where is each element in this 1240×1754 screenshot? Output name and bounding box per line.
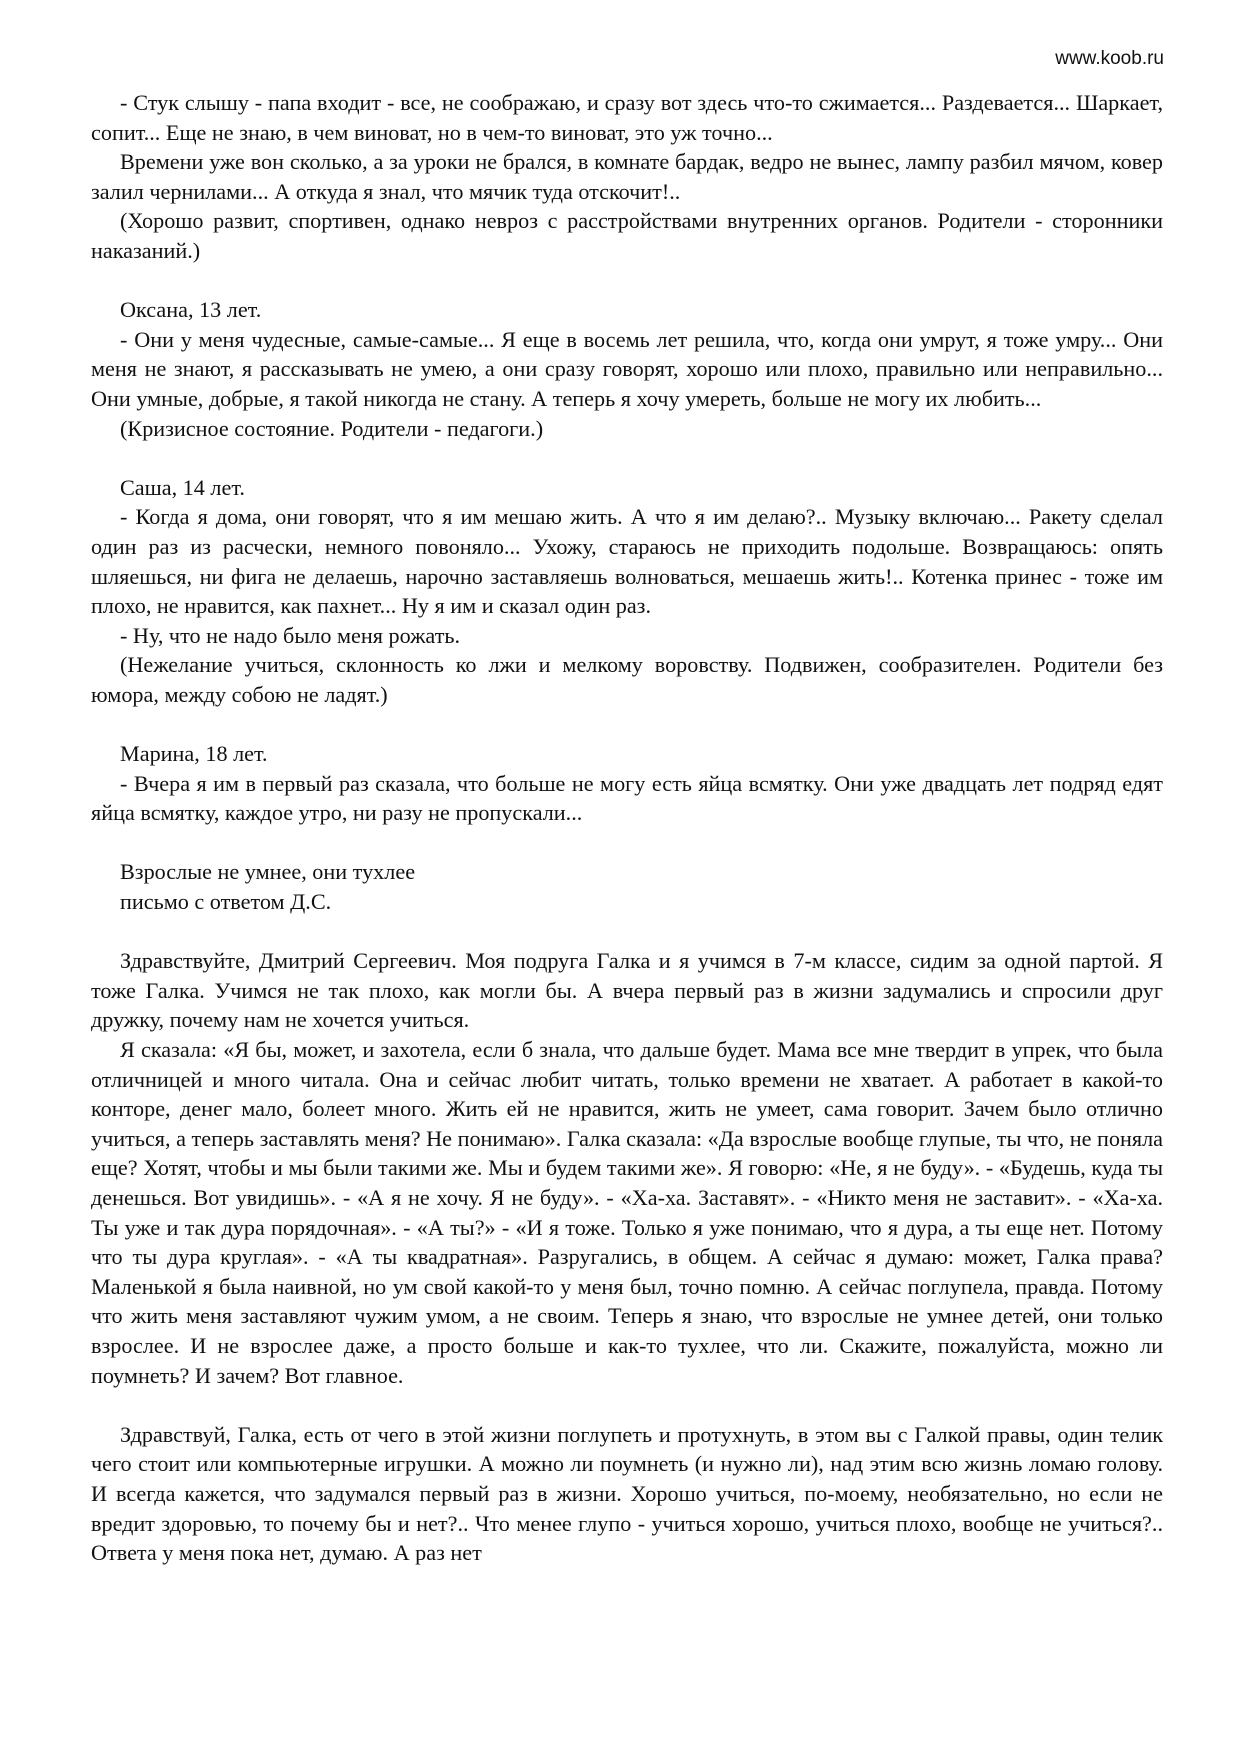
letter-paragraph: Здравствуйте, Дмитрий Сергеевич. Моя подруга Галка и я учимся в 7-м классе, сидим за одной партой. Я тоже Галка. Учимся не так плохо, как могли бы. А вчера первый раз в жизни задумались и спросили друг дружку, почему нам не хочется учиться.	[91, 948, 1163, 1033]
paragraph-gap	[91, 443, 1163, 473]
letter-heading: Взрослые не умнее, они тухлее	[120, 859, 416, 885]
paragraph: - Они у меня чудесные, самые-самые... Я еще в восемь лет решила, что, когда они умрут, я тоже умру... Они меня не знают, я рассказывать не умею, а они сразу говорят, хорошо или плохо, правильно или неправильно... Они умные, добрые, я такой никогда не стану. А теперь я хочу умереть, больше не могу их любить...	[91, 326, 1163, 411]
paragraph-gap	[91, 266, 1163, 296]
case-note: (Хорошо развит, спортивен, однако невроз с расстройствами внутренних органов. Родители - сторонники наказаний.)	[91, 208, 1163, 263]
case-title: Саша, 14 лет.	[120, 474, 245, 500]
paragraph: - Когда я дома, они говорят, что я им мешаю жить. А что я им делаю?.. Музыку включаю... Ракету сделал один раз из расчески, немного повоняло... Ухожу, стараюсь не приходить подольше. Возвращаюсь: опять шляешься, ни фига не делаешь, нарочно заставляешь волноваться, мешаешь жить!.. Котенка принес - тоже им плохо, не нравится, как пахнет... Ну я им и сказал один раз.	[91, 504, 1163, 619]
letter-paragraph: Я сказала: «Я бы, может, и захотела, если б знала, что дальше будет. Мама все мне твердит в упрек, что была отличницей и много читала. Она и сейчас любит читать, только времени не хватает. А работает в какой-то конторе, денег мало, болеет много. Жить ей не нравится, жить не умеет, сама говорит. Зачем было отлично учиться, а теперь заставлять меня? Не понимаю». Галка сказала: «Да взрослые вообще глупые, ты что, не поняла еще? Хотят, чтобы и мы были такими же. Мы и будем такими же». Я говорю: «Не, я не буду». - «Будешь, куда ты денешься. Вот увидишь». - «А я не хочу. Я не буду». - «Ха-ха. Заставят». - «Никто меня не заставит». - «Ха-ха. Ты уже и так дура порядочная». - «А ты?» - «И я тоже. Только я уже понимаю, что я дура, а ты еще нет. Потому что ты дура круглая». - «А ты квадратная». Разругались, в общем. А сейчас я думаю: может, Галка права? Маленькой я была наивной, но ум свой какой-то у меня был, точно помню. А сейчас поглупела, правда. Потому что жить меня заставляют чужим умом, а не своим. Теперь я знаю, что взрослые не умнее детей, они только взрослее. И не взрослее даже, а просто больше и как-то тухлее, что ли. Скажите, пожалуйста, можно ли поумнеть? И зачем? Вот главное.	[91, 1037, 1163, 1388]
case-note: (Нежелание учиться, склонность ко лжи и мелкому воровству. Подвижен, сообразителен. Родители без юмора, между собою не ладят.)	[91, 652, 1163, 707]
page-content	[91, 88, 1163, 1568]
case-title: Марина, 18 лет.	[120, 741, 268, 767]
paragraph-gap	[91, 1390, 1163, 1420]
paragraph-gap	[91, 828, 1163, 858]
case-note: (Кризисное состояние. Родители - педагоги.)	[120, 415, 544, 441]
paragraph: Времени уже вон сколько, а за уроки не брался, в комнате бардак, ведро не вынес, лампу разбил мячом, ковер залил чернилами... А откуда я знал, что мячик туда отскочит!..	[91, 149, 1163, 204]
reply-paragraph: Здравствуй, Галка, есть от чего в этой жизни поглупеть и протухнуть, в этом вы с Галкой правы, один телик чего стоит или компьютерные игрушки. А можно ли поумнеть (и нужно ли), над этим всю жизнь ломаю голову. И всегда кажется, что задумался первый раз в жизни. Хорошо учиться, по-моему, необязательно, но если не вредит здоровью, то почему бы и нет?.. Что менее глупо - учиться хорошо, учиться плохо, вообще не учиться?.. Ответа у меня пока нет, думаю. А раз нет	[91, 1421, 1163, 1566]
site-url: www.koob.ru	[1055, 48, 1164, 69]
paragraph-gap	[91, 917, 1163, 947]
letter-subheading: письмо с ответом Д.С.	[120, 889, 332, 915]
paragraph: - Стук слышу - папа входит - все, не соображаю, и сразу вот здесь что-то сжимается... Раздевается... Шаркает, сопит... Еще не знаю, в чем виноват, но в чем-то виноват, это уж точно...	[91, 90, 1163, 145]
paragraph-gap	[91, 709, 1163, 739]
case-title: Оксана, 13 лет.	[120, 297, 262, 323]
paragraph: - Вчера я им в первый раз сказала, что больше не могу есть яйца всмятку. Они уже двадцать лет подряд едят яйца всмятку, каждое утро, ни разу не пропускали...	[91, 770, 1163, 826]
paragraph: - Ну, что не надо было меня рожать.	[120, 622, 461, 648]
